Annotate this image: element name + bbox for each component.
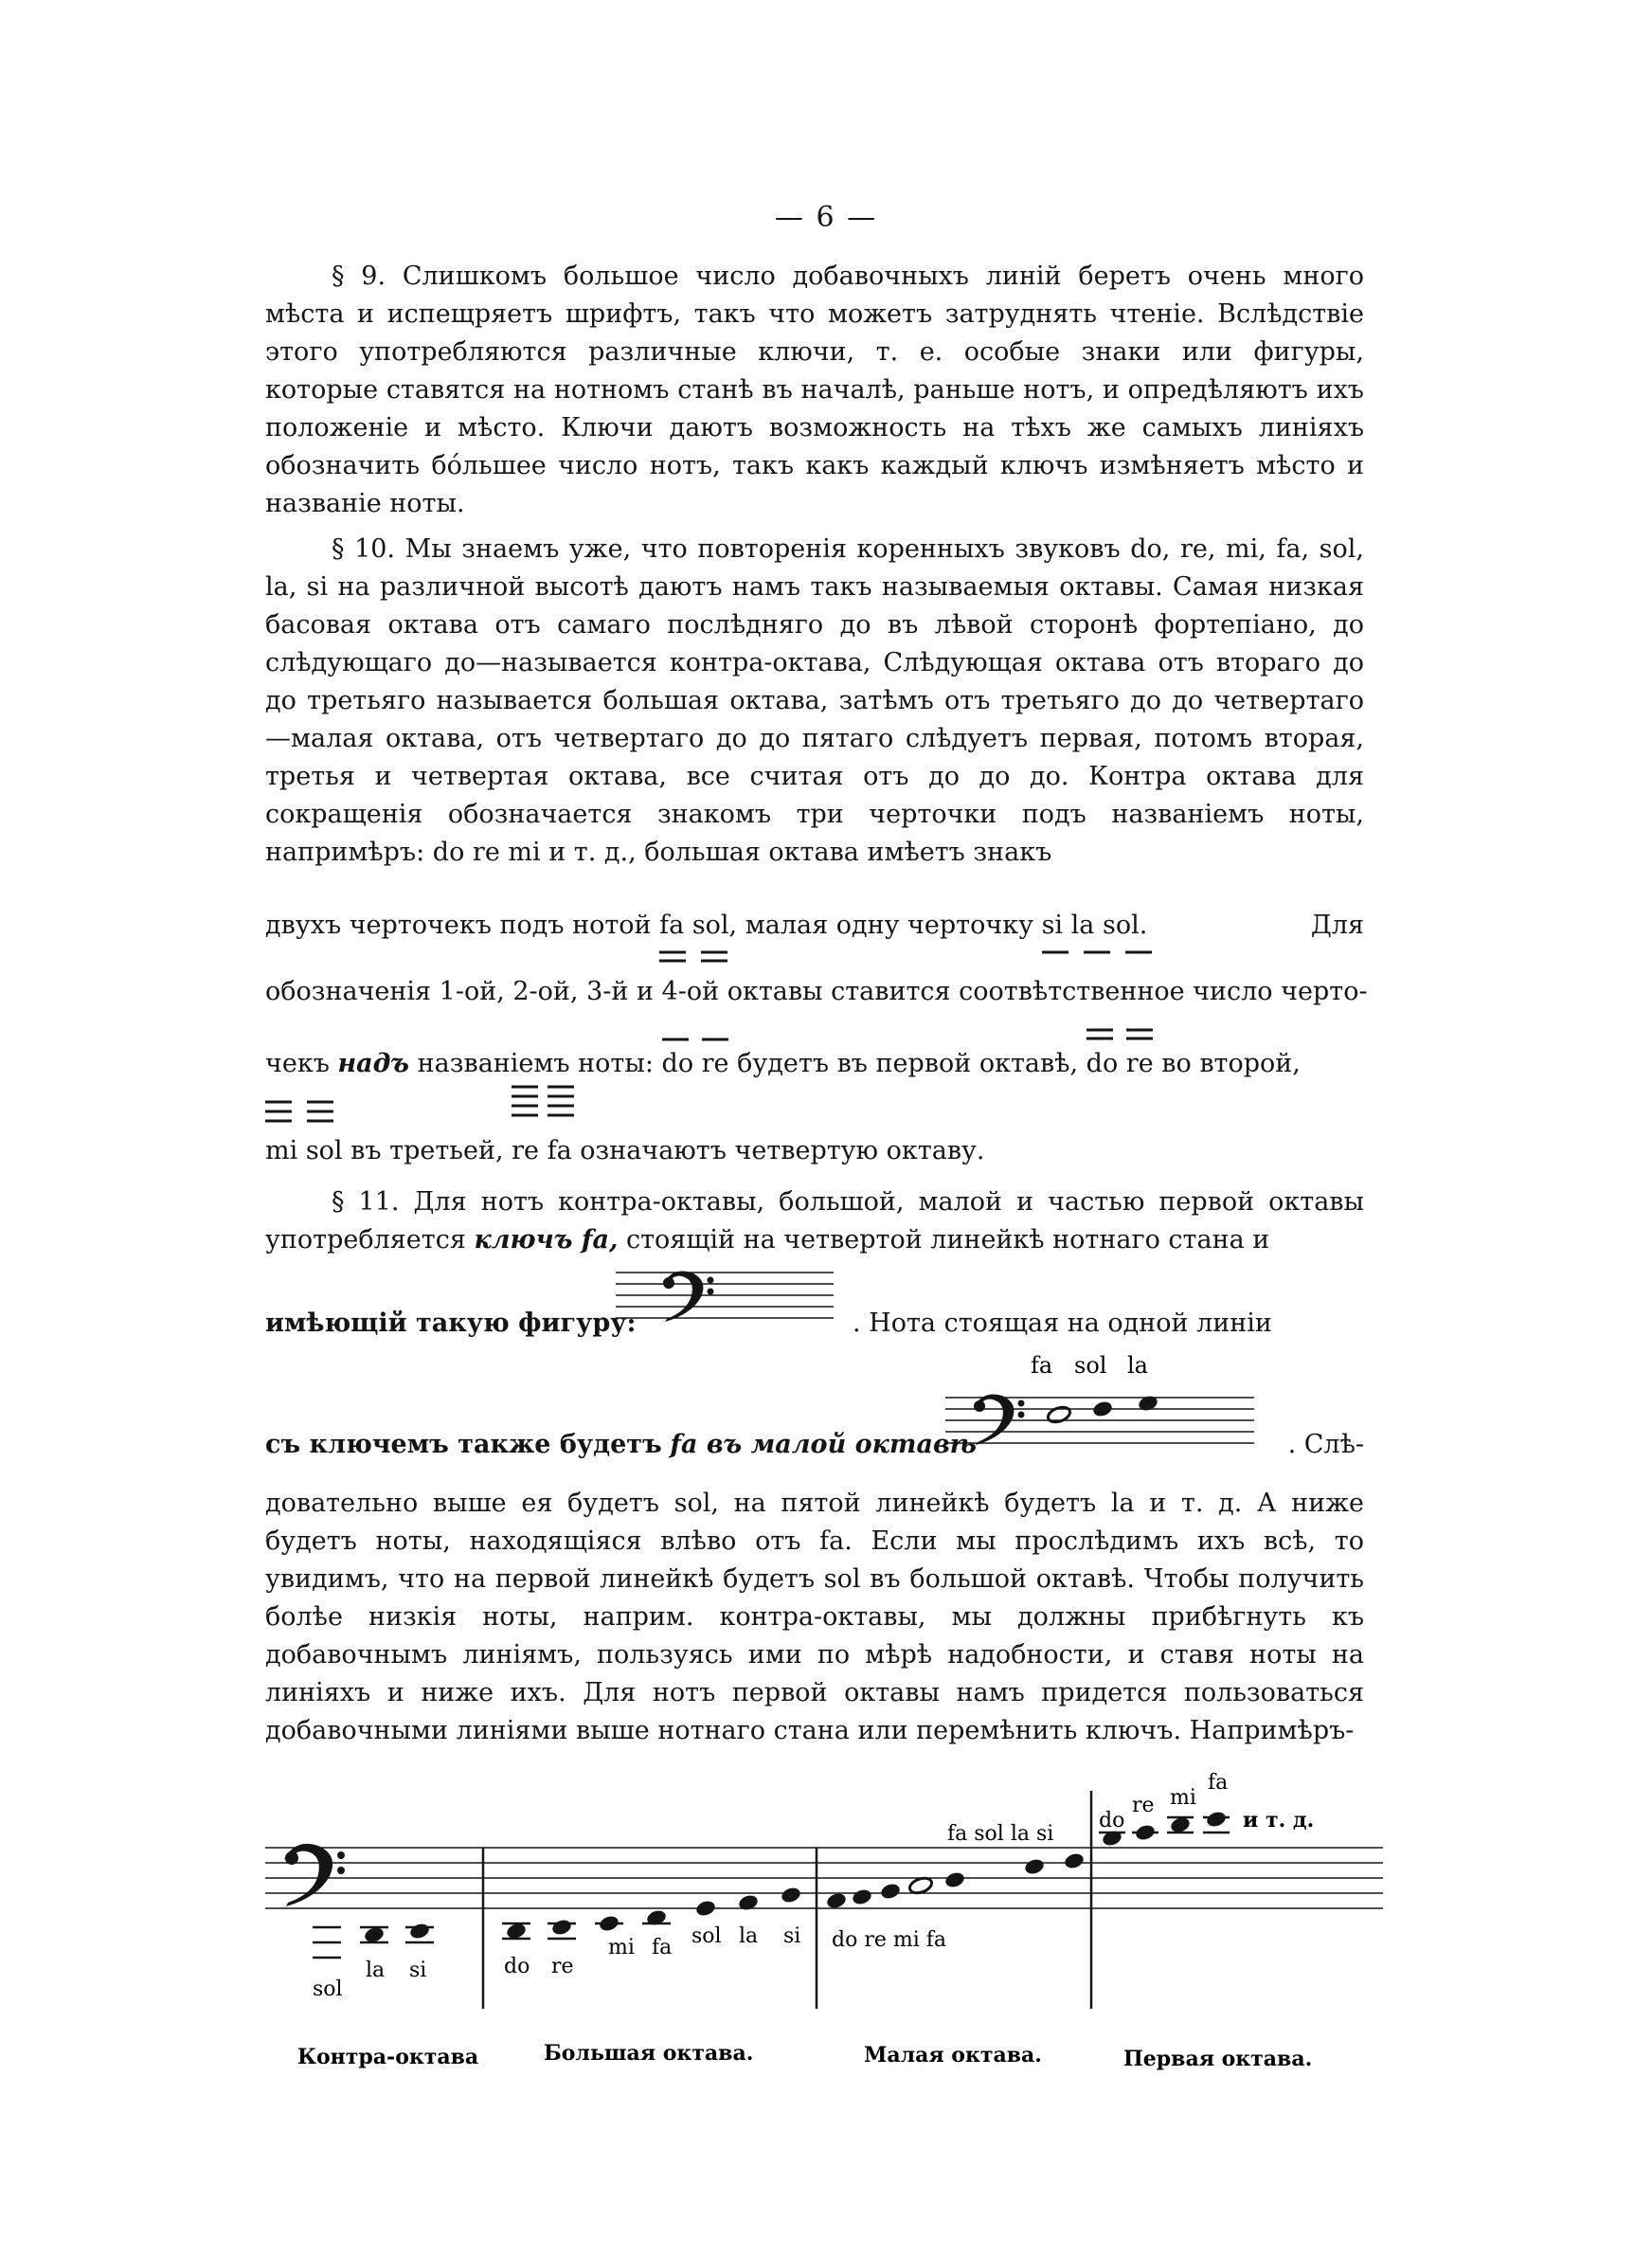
- line-mi-sol: [265, 1132, 1364, 1170]
- text: въ третьей,: [350, 1136, 504, 1165]
- paragraph-11-rest: [265, 1485, 1364, 1750]
- notes-text: do re: [661, 1049, 729, 1078]
- label-malaya-low: do re mi fa: [832, 1928, 946, 1952]
- notes-fa-sol: [659, 911, 745, 940]
- note-malaya-mi: [879, 1882, 902, 1901]
- note-bolshaya-sol: [694, 1899, 717, 1918]
- label-pervaya-fa: fa: [1208, 1771, 1229, 1795]
- notes-re-fa: [512, 1136, 580, 1165]
- underline-single-dash: [1042, 945, 1175, 964]
- note-bolshaya-si: [780, 1886, 802, 1905]
- overline-triple-dash: [265, 1094, 350, 1132]
- notes-mi-sol: [265, 1136, 350, 1165]
- line-nad: [265, 1045, 1364, 1083]
- overline-single-dash: [662, 1032, 738, 1047]
- page-number: — 6 —: [774, 201, 878, 234]
- text: означаютъ четвертую октаву.: [580, 1136, 985, 1165]
- line-oboznacheniya: [265, 973, 1368, 1011]
- note-bolshaya-la: [737, 1893, 760, 1912]
- notes-text: re fa: [512, 1136, 572, 1165]
- text: обозначенія 1-ой, 2-ой, 3-й и 4-ой октавы ставится соотвѣтственное число черто-: [265, 977, 1368, 1006]
- text-fa-malaya: fa въ малой октавѣ: [670, 1430, 978, 1459]
- text-nad: надъ: [337, 1049, 410, 1078]
- note-la: [1137, 1394, 1159, 1413]
- note-malaya-do: [825, 1891, 848, 1910]
- text: стоящій на четвертой линейкѣ нотнаго стана и: [625, 1225, 1270, 1255]
- note-pervaya-fa: [1205, 1810, 1228, 1829]
- label-bolshaya-si: si: [783, 1924, 801, 1948]
- notes-text: do re: [1086, 1049, 1154, 1078]
- text: чекъ: [265, 1049, 330, 1078]
- label-fa: fa: [1031, 1352, 1053, 1379]
- text: будетъ въ первой октавѣ,: [737, 1049, 1079, 1078]
- text: имѣющій такую фигуру:: [265, 1309, 637, 1338]
- label-pervaya-mi: mi: [1170, 1786, 1196, 1810]
- line-figure: [265, 1305, 1364, 1343]
- label-pervaya-etc: и т. д.: [1243, 1808, 1315, 1833]
- label-sol: sol: [1074, 1352, 1107, 1379]
- notes-text: si la sol.: [1041, 911, 1148, 940]
- caption-malaya: Малая октава.: [864, 2043, 1042, 2067]
- label-la: la: [1127, 1352, 1148, 1379]
- text: съ ключемъ также будетъ: [265, 1430, 662, 1459]
- caption-pervaya: Первая октава.: [1123, 2047, 1313, 2071]
- paragraph-10: § 10. Мы знаемъ уже, что повторенія коренныхъ звуковъ do, re, mi, fa, sol, la, si на различной высотѣ даютъ намъ такъ называемыя октавы. Самая низкая басовая октава отъ самаго послѣдняго до въ лѣвой сторонѣ фортепіано, до слѣдующаго до—называется контра-октава, Слѣдующая октава отъ втораго до до третьяго называется большая октава, затѣмъ отъ третьяго до до четвертаго—малая октава, отъ четвертаго до до пятаго слѣдуетъ первая, потомъ вторая, третья и четвертая октава, все считая отъ до до до. Контра октава для сокращенія обозначается знакомъ три черточки подъ названіемъ ноты, напримѣръ: do re mi и т. д., большая октава имѣетъ знакъ: [265, 534, 1364, 867]
- label-bolshaya-fa: fa: [652, 1936, 673, 1959]
- note-malaya-sol: [943, 1870, 966, 1889]
- label-bolshaya-la: la: [739, 1924, 759, 1948]
- caption-bolshaya: Большая октава.: [544, 2041, 754, 2066]
- note-pervaya-re: [1134, 1823, 1157, 1842]
- paragraph-11-start: [265, 1183, 1364, 1259]
- label-contra-si: si: [409, 1959, 427, 1982]
- text: . Нота стоящая на одной линіи: [853, 1309, 1272, 1338]
- label-contra-sol: sol: [313, 1977, 343, 2001]
- notes-do-re-second: [1086, 1049, 1162, 1078]
- overline-quad-dash: [512, 1074, 587, 1132]
- overline-double-dash: [1086, 1024, 1162, 1047]
- bass-clef-staff-icon: [616, 1259, 843, 1335]
- label-malaya-high: fa sol la si: [947, 1822, 1054, 1846]
- note-malaya-re: [851, 1887, 873, 1906]
- note-malaya-la: [1023, 1857, 1046, 1876]
- label-bolshaya-do: do: [504, 1955, 530, 1978]
- section-9-10: [265, 258, 1364, 872]
- note-contra-si: [408, 1922, 431, 1941]
- notes-si-la-sol: [1042, 911, 1148, 940]
- line-two-dashes: [265, 907, 1364, 945]
- text-key-fa: ключъ fa,: [474, 1225, 619, 1255]
- notation-lines: [265, 858, 1368, 1750]
- note-bolshaya-mi: [598, 1914, 620, 1933]
- label-contra-la: la: [366, 1959, 386, 1982]
- text: названіемъ ноты:: [417, 1049, 654, 1078]
- label-pervaya-do: do: [1099, 1809, 1125, 1833]
- text: двухъ черточекъ подъ нотой: [265, 911, 652, 940]
- notes-text: mi sol: [265, 1136, 343, 1165]
- label-bolshaya-re: re: [551, 1955, 574, 1978]
- line-klyuch: [265, 1352, 1364, 1464]
- notes-do-re-first: [662, 1049, 738, 1078]
- paragraph-9: § 9. Слишкомъ большое число добавочныхъ линій беретъ очень много мѣста и испещряетъ шрифтъ, такъ что можетъ затруднять чтеніе. Вслѣдствіе этого употребляются различные ключи, т. е. особые знаки или фигуры, которые ставятся на нотномъ станѣ въ началѣ, раньше нотъ, и опредѣляютъ ихъ положеніе и мѣсто. Ключи даютъ возможность на тѣхъ же самыхъ линіяхъ обозначить бо́льшее число нотъ, такъ какъ каждый ключъ измѣняетъ мѣсто и названіе ноты.: [265, 262, 1364, 518]
- text: Для: [1310, 911, 1364, 940]
- octave-staff: [265, 1771, 1383, 2094]
- note-fa-half: [1046, 1404, 1071, 1424]
- text: во второй,: [1161, 1049, 1301, 1078]
- label-bolshaya-sol: sol: [691, 1924, 722, 1948]
- text: малая одну черточку: [745, 911, 1033, 940]
- bass-clef-icon: [284, 1844, 345, 1906]
- octave-example: [265, 1771, 1383, 2094]
- underline-double-dash: [659, 945, 745, 973]
- caption-contra: Контра-октава: [297, 2045, 479, 2069]
- label-pervaya-re: re: [1132, 1794, 1155, 1817]
- text: § 11. Для нотъ контра-октавы, большой, малой и частью первой октавы употребляется: [265, 1187, 1364, 1255]
- note-malaya-si: [1063, 1851, 1086, 1870]
- text: довательно выше ея будетъ sol, на пятой линейкѣ будетъ la и т. д. А ниже будетъ ноты, находящіяся влѣво отъ fa. Если мы прослѣдимъ ихъ всѣ, то увидимъ, что на первой линейкѣ будетъ sol въ большой октавѣ. Чтобы получить болѣе низкія ноты, наприм. контра-октавы, мы должны прибѣгнуть къ добавочнымъ линіямъ, пользуясь ими по мѣрѣ надобности, и ставя ноты на линіяхъ и ниже ихъ. Для нотъ первой октавы намъ придется пользоваться добавочными линіями выше нотнаго стана или перемѣнить ключъ. Напримѣръ-: [265, 1489, 1364, 1745]
- note-sol: [1091, 1399, 1114, 1418]
- text: . Слѣ-: [1287, 1430, 1364, 1459]
- bass-staff-fa-sol-la: [945, 1348, 1267, 1462]
- notes-text: fa sol,: [659, 911, 738, 940]
- label-bolshaya-mi: mi: [608, 1936, 635, 1959]
- note-bolshaya-re: [550, 1918, 573, 1937]
